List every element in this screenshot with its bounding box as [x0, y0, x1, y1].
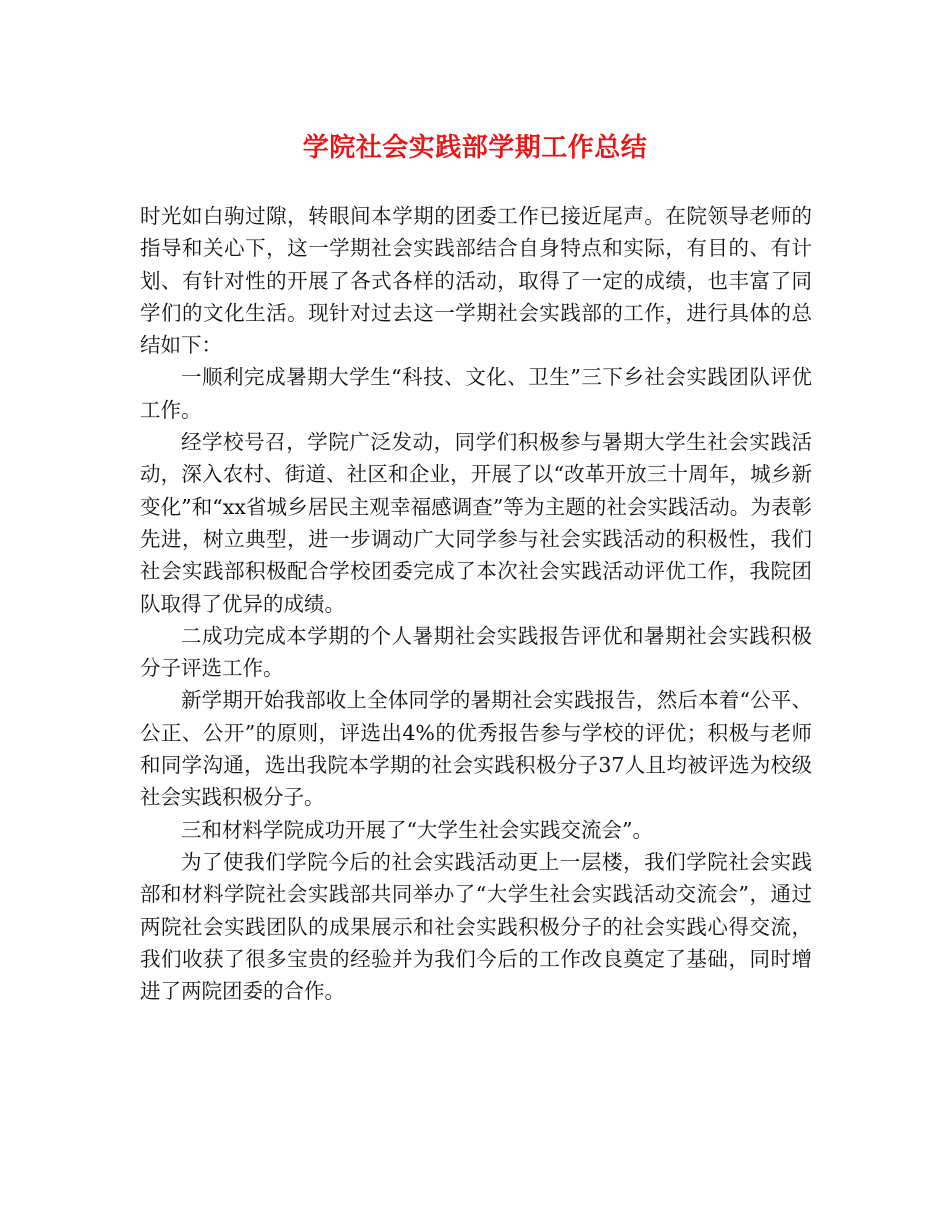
- paragraph-section-2-heading: 二成功完成本学期的个人暑期社会实践报告评优和暑期社会实践积极分子评选工作。: [140, 623, 812, 681]
- paragraph-section-3-body: 为了使我们学院今后的社会实践活动更上一层楼，我们学院社会实践部和材料学院社会实践部共同举办了“大学生社会实践活动交流会”，通过两院社会实践团队的成果展示和社会实践积极分子的社会实践心得交流，我们收获了很多宝贵的经验并为我们今后的工作改良奠定了基础，同时增进了两院团委的合作。: [140, 849, 812, 1004]
- document-body: [140, 200, 812, 1007]
- paragraph-section-1-heading: 一顺利完成暑期大学生“科技、文化、卫生”三下乡社会实践团队评优工作。: [140, 365, 812, 422]
- paragraph-intro: 时光如白驹过隙，转眼间本学期的团委工作已接近尾声。在院领导老师的指导和关心下，这一学期社会实践部结合自身特点和实际，有目的、有计划、有针对性的开展了各式各样的活动，取得了一定的成绩，也丰富了同学们的文化生活。现针对过去这一学期社会实践部的工作，进行具体的总结如下：: [140, 204, 812, 358]
- paragraph-section-2-body: 新学期开始我部收上全体同学的暑期社会实践报告，然后本着“公平、公正、公开”的原则，评选出4%的优秀报告参与学校的评优；积极与老师和同学沟通，选出我院本学期的社会实践积极分子37人且均被评选为校级社会实践积极分子。: [140, 688, 812, 810]
- paragraph-section-3-heading: 三和材料学院成功开展了“大学生社会实践交流会”。: [181, 817, 653, 842]
- document-title: 学院社会实践部学期工作总结: [302, 133, 648, 163]
- paragraph-section-1-body: 经学校号召，学院广泛发动，同学们积极参与暑期大学生社会实践活动，深入农村、街道、社区和企业，开展了以“改革开放三十周年，城乡新变化”和“xx省城乡居民主观幸福感调查”等为主题的社会实践活动。为表彰先进，树立典型，进一步调动广大同学参与社会实践活动的积极性，我们社会实践部积极配合学校团委完成了本次社会实践活动评优工作，我院团队取得了优异的成绩。: [140, 430, 812, 616]
